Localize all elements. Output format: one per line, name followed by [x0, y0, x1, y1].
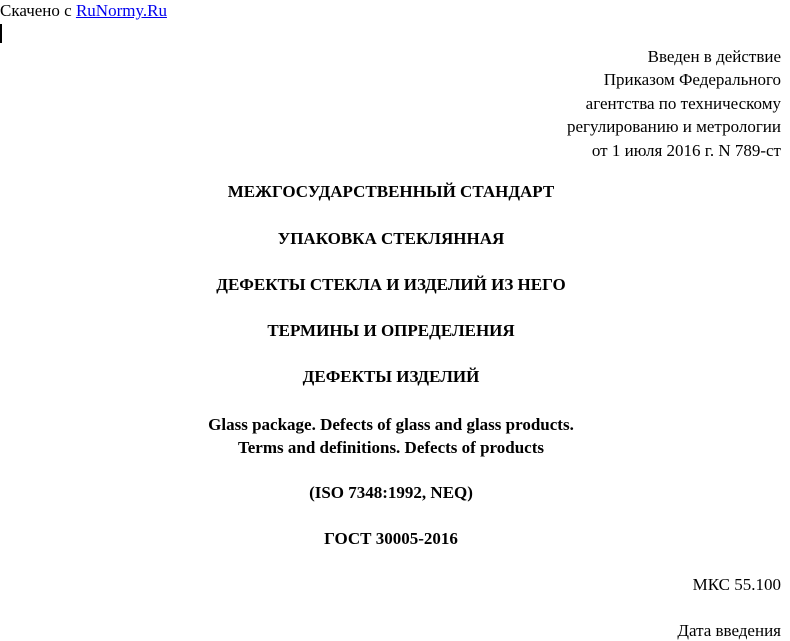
english-title-line-1: Glass package. Defects of glass and glass products.: [208, 415, 574, 434]
title-terms: ТЕРМИНЫ И ОПРЕДЕЛЕНИЯ: [267, 321, 515, 340]
gost-number: ГОСТ 30005-2016: [324, 529, 458, 548]
source-link[interactable]: RuNormy.Ru: [75, 1, 167, 20]
title-defects-glass: ДЕФЕКТЫ СТЕКЛА И ИЗДЕЛИЙ ИЗ НЕГО: [216, 275, 566, 294]
intro-date-label: Дата введения: [677, 621, 781, 640]
source-line: [0, 0, 167, 22]
english-title-line-2: Terms and definitions. Defects of products: [237, 438, 544, 457]
iso-reference: (ISO 7348:1992, NEQ): [309, 483, 473, 502]
standard-type-heading: МЕЖГОСУДАРСТВЕННЫЙ СТАНДАРТ: [227, 182, 555, 201]
enactment-line: от 1 июля 2016 г. N 789-ст: [591, 140, 781, 160]
enactment-line: агентства по техническому: [585, 93, 781, 113]
enactment-line: Введен в действие: [647, 47, 781, 66]
source-prefix: Скачено с: [0, 1, 76, 20]
enactment-line: Приказом Федерального: [603, 70, 781, 90]
enactment-block: [567, 45, 781, 162]
title-defects-products: ДЕФЕКТЫ ИЗДЕЛИЙ: [302, 367, 480, 386]
mks-code: МКС 55.100: [692, 575, 781, 594]
enactment-line: регулированию и метрологии: [566, 117, 781, 137]
title-packaging: УПАКОВКА СТЕКЛЯННАЯ: [277, 229, 505, 248]
text-caret: [0, 24, 2, 43]
